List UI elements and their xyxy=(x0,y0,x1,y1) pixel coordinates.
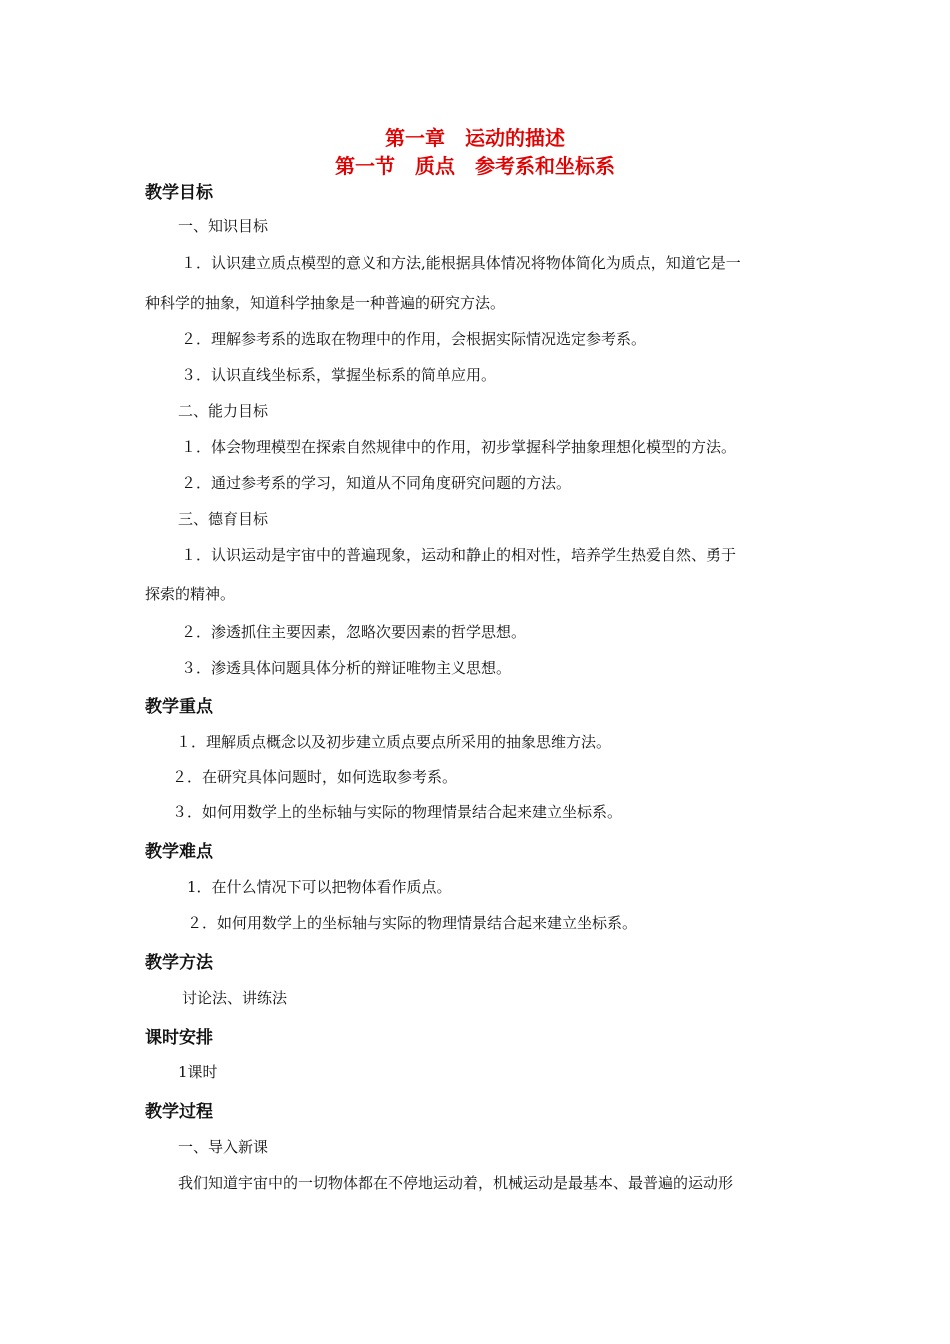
chapter-title: 第一章 运动的描述 xyxy=(385,126,565,150)
moral-item-3: ３．渗透具体问题具体分析的辩证唯物主义思想。 xyxy=(181,659,512,677)
difficulty-2: ２．如何用数学上的坐标轴与实际的物理情景结合起来建立坐标系。 xyxy=(187,914,638,932)
heading-process: 教学过程 xyxy=(145,1102,213,1122)
knowledge-item-1-line-1: １．认识建立质点模型的意义和方法,能根据具体情况将物体简化为质点，知道它是一 xyxy=(181,254,741,272)
methods-text: 讨论法、讲练法 xyxy=(182,989,288,1007)
moral-item-2: ２．渗透抓住主要因素，忽略次要因素的哲学思想。 xyxy=(181,623,527,641)
knowledge-item-3: ３．认识直线坐标系，掌握坐标系的简单应用。 xyxy=(181,366,497,384)
process-intro-label: 一、导入新课 xyxy=(178,1138,269,1156)
key-point-1: １．理解质点概念以及初步建立质点要点所采用的抽象思维方法。 xyxy=(176,733,612,751)
heading-goals: 教学目标 xyxy=(145,183,213,203)
heading-key-points: 教学重点 xyxy=(145,697,213,717)
moral-goals-label: 三、德育目标 xyxy=(178,510,269,528)
ability-item-1: １．体会物理模型在探索自然规律中的作用，初步掌握科学抽象理想化模型的方法。 xyxy=(181,438,737,456)
moral-item-1-line-2: 探索的精神。 xyxy=(145,585,236,603)
heading-methods: 教学方法 xyxy=(145,953,213,973)
heading-difficulties: 教学难点 xyxy=(145,842,213,862)
ability-goals-label: 二、能力目标 xyxy=(178,402,269,420)
key-point-2: ２．在研究具体问题时，如何选取参考系。 xyxy=(172,768,458,786)
process-text-line-1: 我们知道宇宙中的一切物体都在不停地运动着，机械运动是最基本、最普遍的运动形 xyxy=(178,1174,734,1192)
key-point-3: ３．如何用数学上的坐标轴与实际的物理情景结合起来建立坐标系。 xyxy=(172,803,623,821)
schedule-text: 1课时 xyxy=(178,1063,218,1081)
knowledge-item-2: ２．理解参考系的选取在物理中的作用，会根据实际情况选定参考系。 xyxy=(181,330,647,348)
heading-schedule: 课时安排 xyxy=(145,1028,213,1048)
section-title: 第一节 质点 参考系和坐标系 xyxy=(335,154,615,178)
knowledge-item-1-line-2: 种科学的抽象，知道科学抽象是一种普遍的研究方法。 xyxy=(145,294,506,312)
moral-item-1-line-1: １．认识运动是宇宙中的普遍现象，运动和静止的相对性，培养学生热爱自然、勇于 xyxy=(181,546,737,564)
knowledge-goals-label: 一、知识目标 xyxy=(178,217,269,235)
ability-item-2: ２．通过参考系的学习，知道从不同角度研究问题的方法。 xyxy=(181,474,572,492)
difficulty-1: 1．在什么情况下可以把物体看作质点。 xyxy=(187,878,452,896)
